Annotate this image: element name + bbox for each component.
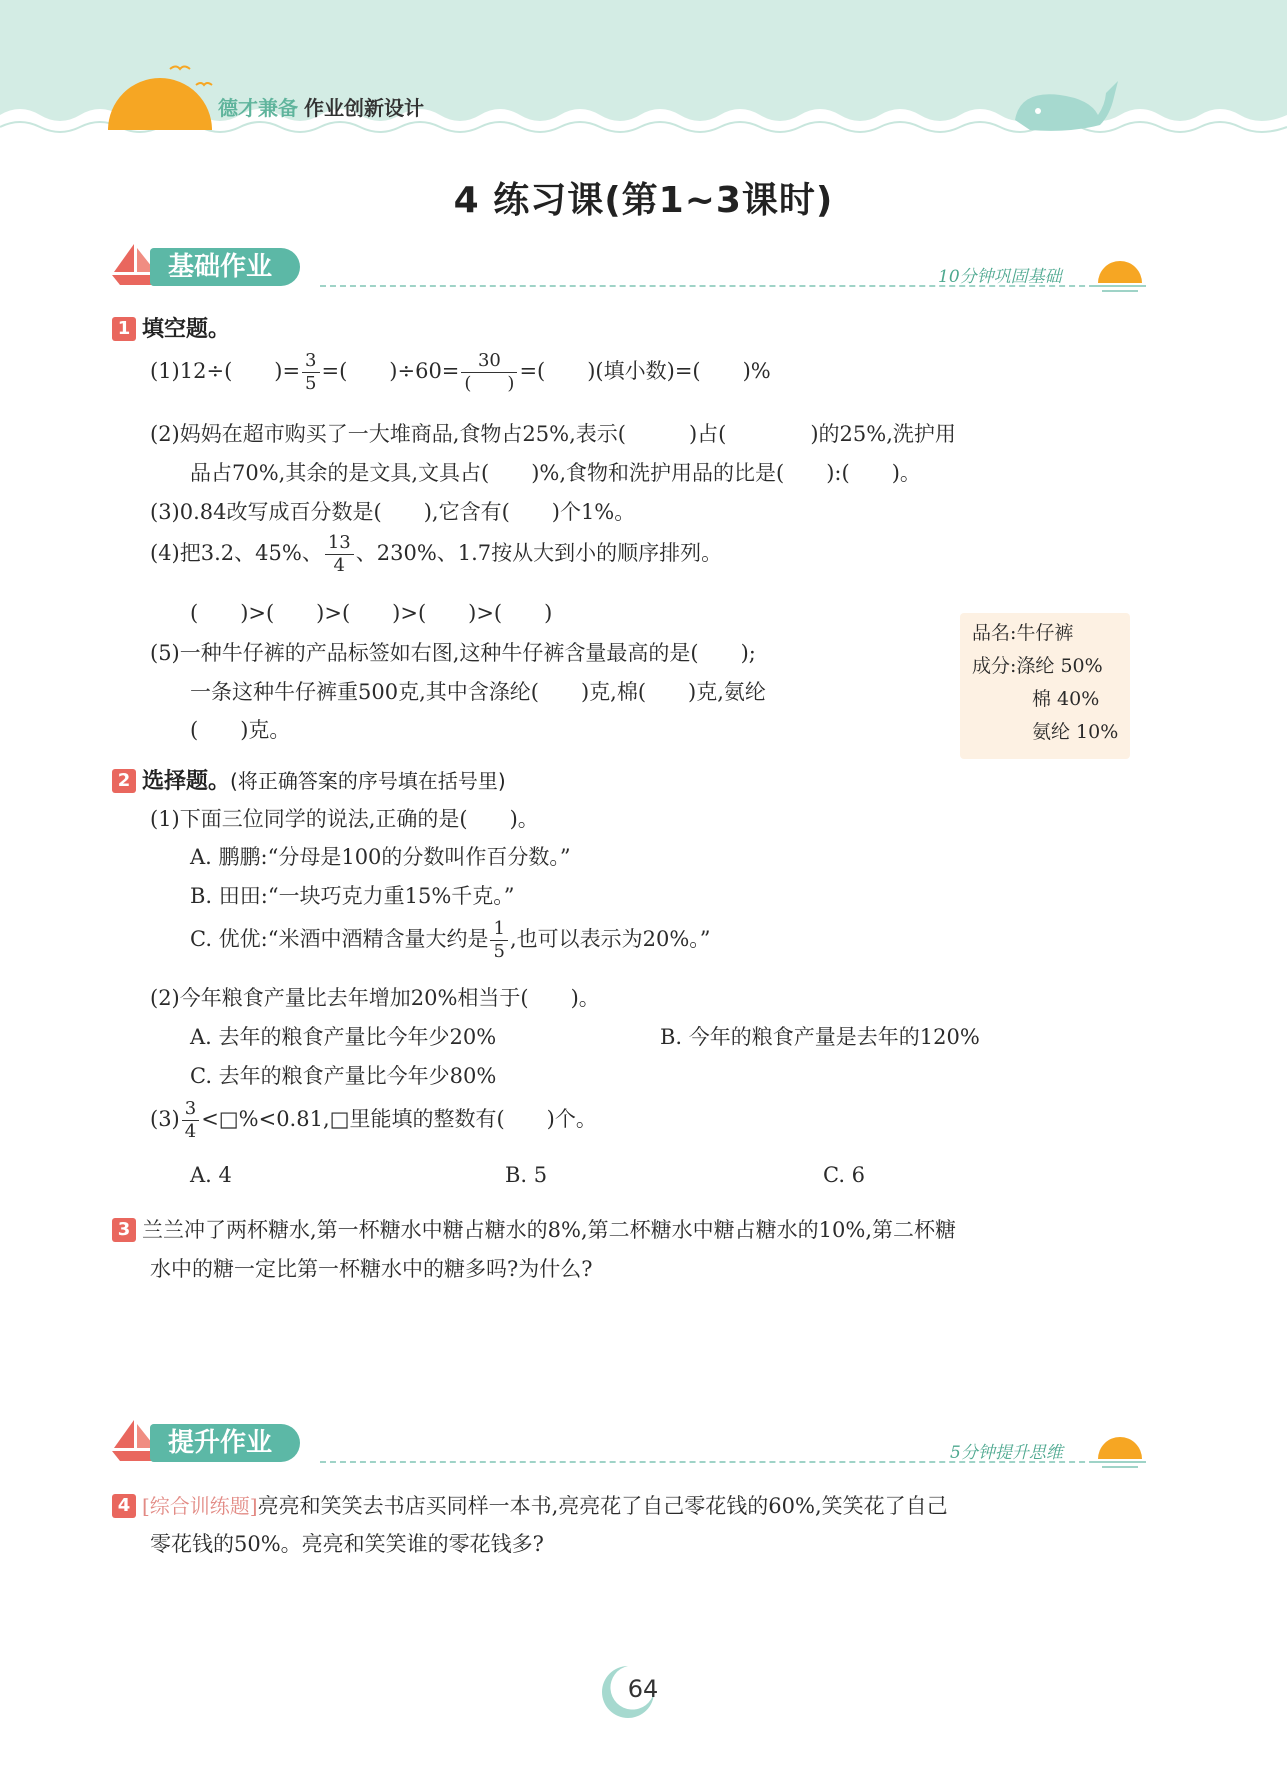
q2-p1: (1)下面三位同学的说法,正确的是( )。 <box>150 807 539 831</box>
q1-p4-b: 、230%、1.7按从大到小的顺序排列。 <box>355 541 723 565</box>
q2-p3-b: <□%<0.81,□里能填的整数有( )个。 <box>201 1107 597 1131</box>
q2-p3-option-a: A. 4 <box>190 1163 232 1187</box>
section-basic-tag: 10分钟巩固基础 <box>938 267 1062 287</box>
q1-p5-line1: (5)一种牛仔裤的产品标签如右图,这种牛仔裤含量最高的是( ); <box>150 641 756 665</box>
q4-text1: 亮亮和笑笑去书店买同样一本书,亮亮花了自己零花钱的60%,笑笑花了自己 <box>257 1494 948 1518</box>
sun-icon <box>1092 1429 1148 1471</box>
q1-p1-a: (1)12÷( )= <box>150 359 301 383</box>
fraction <box>461 350 517 395</box>
fraction <box>302 350 319 395</box>
q1-p4-answer: ( )>( )>( )>( )>( ) <box>190 601 553 625</box>
q1-title: 填空题。 <box>142 317 231 342</box>
brand-dark: 作业创新设计 <box>304 96 424 120</box>
section-advanced-label: 提升作业 <box>150 1424 300 1462</box>
label-polyester: 成分:涤纶 50% <box>972 655 1103 677</box>
q2-p3-option-b: B. 5 <box>505 1163 548 1187</box>
q2-p1-option-a: A. 鹏鹏:“分母是100的分数叫作百分数。” <box>190 845 571 869</box>
q2-p2-option-b: B. 今年的粮食产量是去年的120% <box>660 1025 980 1049</box>
q3-line2: 水中的糖一定比第一杯糖水中的糖多吗?为什么? <box>150 1257 593 1281</box>
fraction-denominator: 4 <box>184 1121 197 1142</box>
page-title: 4 练习课(第1~3课时) <box>453 180 834 221</box>
q1-p5-line2: 一条这种牛仔裤重500克,其中含涤纶( )克,棉( )克,氨纶 <box>190 680 766 704</box>
fraction-denominator: ( ) <box>464 373 515 394</box>
fraction-numerator: 3 <box>302 350 319 373</box>
fraction <box>325 532 354 577</box>
q1-p5-line3: ( )克。 <box>190 718 291 742</box>
fraction-denominator: 5 <box>305 373 317 394</box>
fraction-numerator: 13 <box>325 532 354 555</box>
label-spandex: 氨纶 10% <box>1032 721 1119 743</box>
q1-number: 1 <box>112 317 136 341</box>
q1-p3: (3)0.84改写成百分数是( ),它含有( )个1%。 <box>150 500 636 524</box>
q2-number: 2 <box>112 769 136 793</box>
section-advanced-tag: 5分钟提升思维 <box>950 1443 1063 1463</box>
q1-p4 <box>150 532 722 577</box>
section-basic-label: 基础作业 <box>150 248 300 286</box>
q2-p3-option-c: C. 6 <box>823 1163 866 1187</box>
fraction-numerator: 30 <box>461 350 517 373</box>
product-label <box>960 613 1130 759</box>
q1-p2-line2: 品占70%,其余的是文具,文具占( )%,食物和洗护用品的比是( ):( )。 <box>190 461 921 485</box>
fraction <box>490 918 507 963</box>
q1-p1 <box>150 350 771 395</box>
fraction-denominator: 5 <box>493 941 505 962</box>
q4-number: 4 <box>112 1494 136 1518</box>
whale-icon <box>1010 75 1125 135</box>
page-number: 64 <box>627 1675 659 1703</box>
q2-p2-option-a: A. 去年的粮食产量比今年少20% <box>190 1025 497 1049</box>
sun-icon <box>100 55 220 135</box>
label-name: 品名:牛仔裤 <box>972 622 1074 644</box>
q2-subtitle: (将正确答案的序号填在括号里) <box>230 769 506 793</box>
brand <box>218 92 424 121</box>
q2-title: 选择题。 <box>142 769 231 794</box>
fraction <box>182 1098 199 1143</box>
q2-p1-c-a: C. 优优:“米酒中酒精含量大约是 <box>190 927 489 951</box>
q4-tag: [综合训练题] <box>142 1494 258 1518</box>
q3-number: 3 <box>112 1218 136 1242</box>
q2-p1-option-c <box>190 918 711 963</box>
q2-p3-a: (3) <box>150 1107 180 1131</box>
q4-line2: 零花钱的50%。亮亮和笑笑谁的零花钱多? <box>150 1532 544 1556</box>
q1-p4-a: (4)把3.2、45%、 <box>150 541 323 565</box>
q1-heading <box>112 312 230 343</box>
fraction-denominator: 4 <box>333 555 345 576</box>
fraction-numerator: 1 <box>490 918 507 941</box>
q4-line1 <box>112 1490 948 1520</box>
q2-p2-option-c: C. 去年的粮食产量比今年少80% <box>190 1064 497 1088</box>
q2-p3 <box>150 1098 597 1143</box>
brand-green: 德才兼备 <box>218 96 298 120</box>
q1-p1-c: =( )(填小数)=( )% <box>519 359 771 383</box>
fraction-numerator: 3 <box>182 1098 199 1121</box>
label-cotton: 棉 40% <box>1032 688 1100 710</box>
q2-p1-option-b: B. 田田:“一块巧克力重15%千克。” <box>190 884 515 908</box>
q1-p2-line1: (2)妈妈在超市购买了一大堆商品,食物占25%,表示( )占( )的25%,洗护用 <box>150 422 956 446</box>
q2-p1-c-b: ,也可以表示为20%。” <box>509 927 711 951</box>
q3-line1 <box>112 1214 956 1244</box>
q3-text1: 兰兰冲了两杯糖水,第一杯糖水中糖占糖水的8%,第二杯糖水中糖占糖水的10%,第二杯糖 <box>142 1218 957 1242</box>
sun-icon <box>1092 253 1148 295</box>
q2-heading <box>112 764 506 795</box>
q2-p2: (2)今年粮食产量比去年增加20%相当于( )。 <box>150 986 600 1010</box>
q1-p1-b: =( )÷60= <box>321 359 460 383</box>
